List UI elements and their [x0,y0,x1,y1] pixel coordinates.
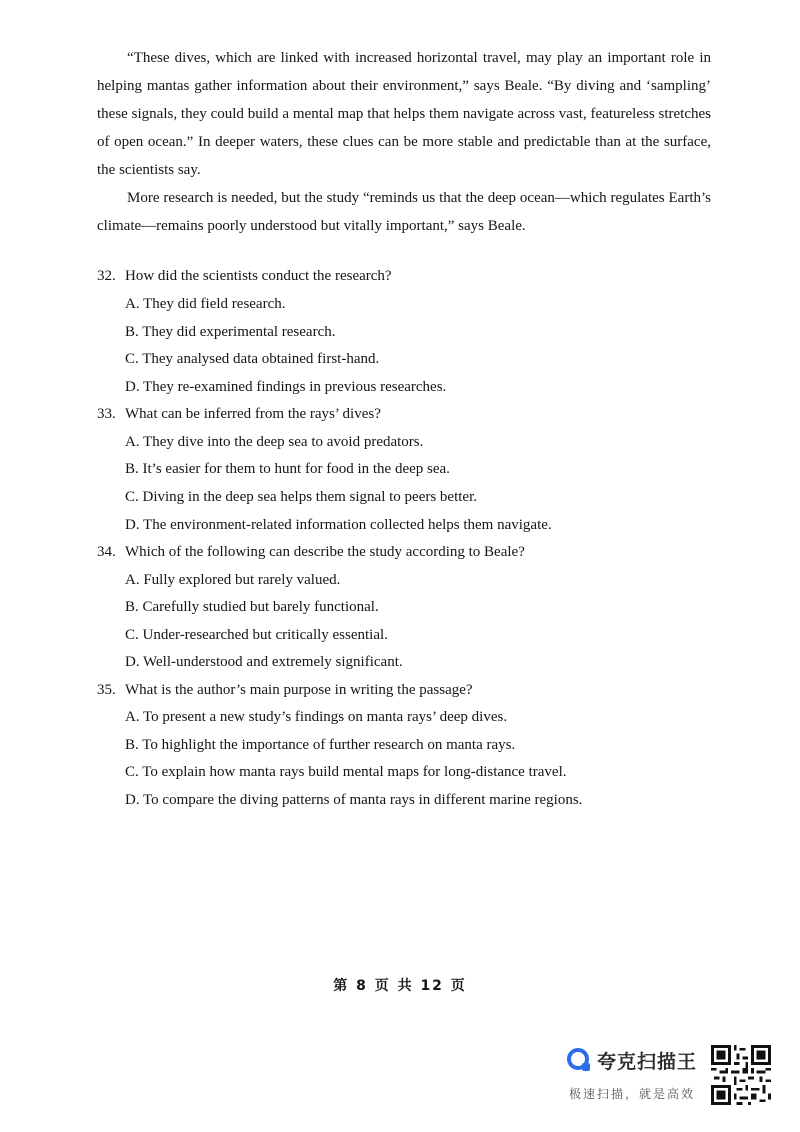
option-33-b: B. It’s easier for them to hunt for food in the deep sea. [125,461,450,477]
watermark-app-name: 夸克扫描王 [597,1051,698,1073]
passage-paragraph-1: “These dives, which are linked with increased horizontal travel, may play an important role in helping mantas gather information about their environment,” says Beale. “By diving and ‘sampling’ these signals, they could build a mental map that helps them navigate across vast, featureless stretches of open ocean.” In deeper waters, these clues can be more stable and predictable than at the surface, the scientists say. [97,50,711,178]
question-number: 32. [97,268,116,284]
option-34-a: A. Fully explored but rarely valued. [125,572,341,588]
question-33 [97,404,381,424]
option-35-a: A. To present a new study’s findings on manta rays’ deep dives. [125,709,508,725]
option-33-c: C. Diving in the deep sea helps them signal to peers better. [125,489,478,505]
question-stem: What can be inferred from the rays’ dives? [125,406,381,422]
option-35-b: B. To highlight the importance of further research on manta rays. [125,737,516,753]
option-35-d: D. To compare the diving patterns of manta rays in different marine regions. [125,792,583,808]
option-34-d: D. Well-understood and extremely significant. [125,654,403,670]
scanner-watermark [563,1044,773,1114]
option-33-a: A. They dive into the deep sea to avoid predators. [125,434,424,450]
question-stem: How did the scientists conduct the research? [125,268,392,284]
question-32 [97,266,392,286]
watermark-slogan: 极速扫描，就是高效 [569,1087,696,1101]
passage-paragraph-2: More research is needed, but the study “reminds us that the deep ocean—which regulates Earth’s climate—remains poorly understood but vitally important,” says Beale. [97,190,711,234]
option-34-b: B. Carefully studied but barely functional. [125,599,379,615]
page-number-footer: 第 8 页 共 12 页 [333,978,467,994]
option-35-c: C. To explain how manta rays build mental maps for long-distance travel. [125,764,567,780]
option-34-c: C. Under-researched but critically essential. [125,627,388,643]
option-32-d: D. They re-examined findings in previous researches. [125,379,447,395]
question-number: 34. [97,544,116,560]
question-number: 33. [97,406,116,422]
question-stem: Which of the following can describe the study according to Beale? [125,544,525,560]
question-number: 35. [97,682,116,698]
question-stem: What is the author’s main purpose in writing the passage? [125,682,473,698]
qr-code-icon [711,1044,771,1106]
option-32-b: B. They did experimental research. [125,324,336,340]
option-33-d: D. The environment-related information collected helps them navigate. [125,517,552,533]
question-35 [97,680,473,700]
option-32-a: A. They did field research. [125,296,286,312]
option-32-c: C. They analysed data obtained first-hand. [125,351,380,367]
question-34 [97,542,525,562]
quark-logo-icon [567,1048,589,1070]
